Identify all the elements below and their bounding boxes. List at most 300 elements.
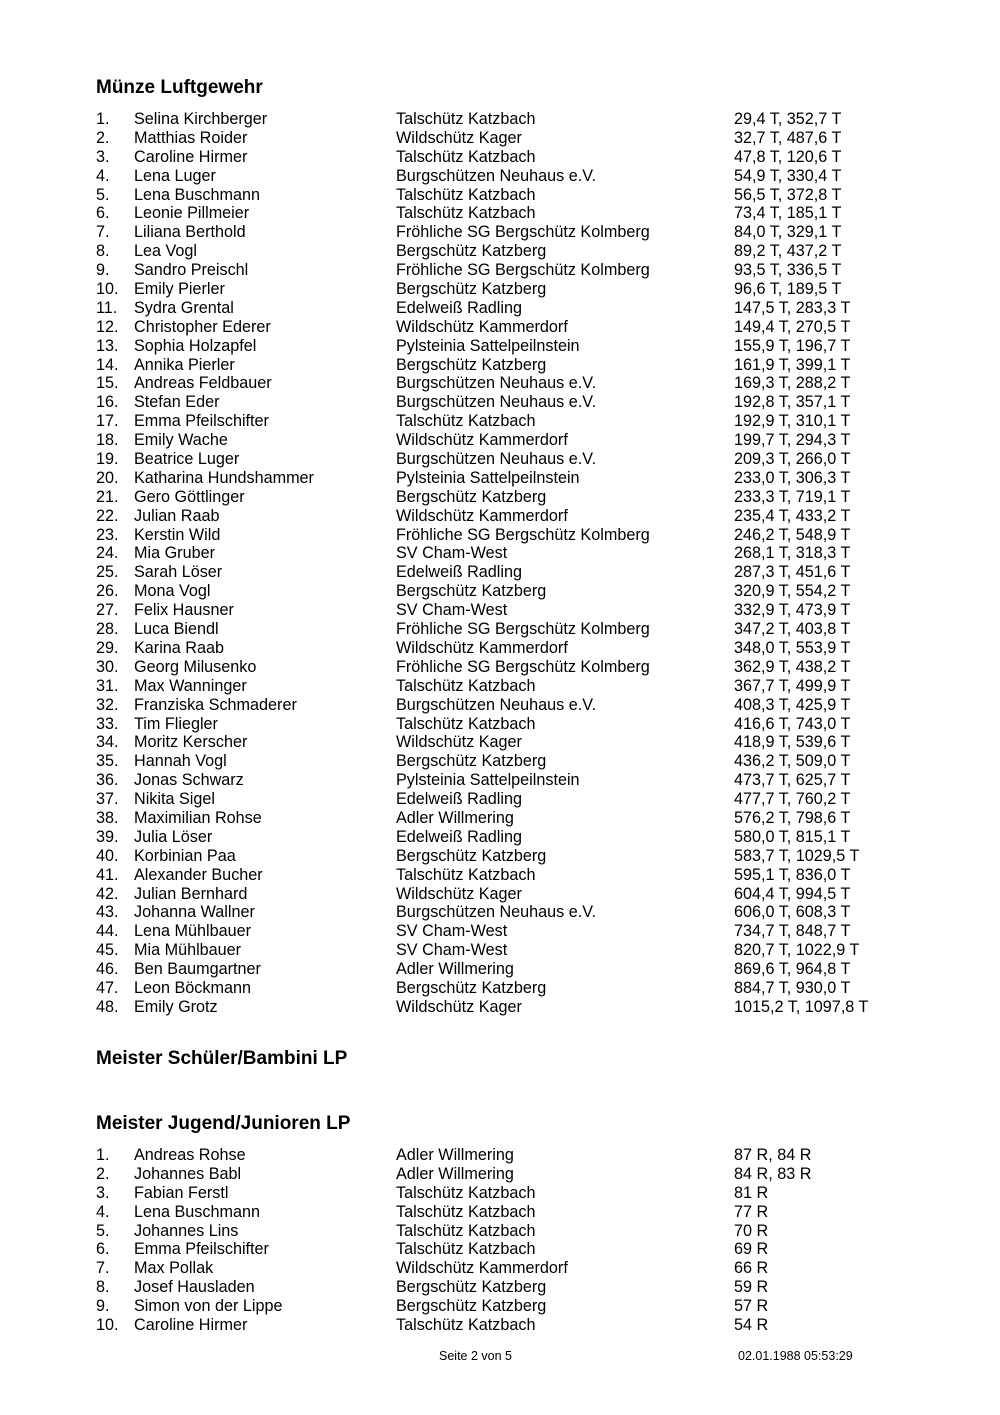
- rank-cell: 2.: [96, 1164, 110, 1183]
- table-row: [96, 148, 976, 167]
- club-cell: Pylsteinia Sattelpeilnstein: [396, 771, 580, 790]
- rank-cell: 18.: [96, 431, 119, 450]
- club-cell: Talschütz Katzbach: [396, 1183, 536, 1202]
- club-cell: Burgschützen Neuhaus e.V.: [396, 393, 597, 412]
- name-cell: Mia Mühlbauer: [134, 941, 242, 960]
- name-cell: Matthias Roider: [134, 128, 248, 147]
- rank-cell: 15.: [96, 374, 119, 393]
- score-cell: 233,0 T, 306,3 T: [734, 468, 851, 487]
- name-cell: Emma Pfeilschifter: [134, 1240, 269, 1259]
- table-row: [96, 639, 976, 658]
- section-meister-schueler-bambini-lp: [96, 1047, 976, 1081]
- rank-cell: 9.: [96, 1297, 110, 1316]
- score-cell: 348,0 T, 553,9 T: [734, 638, 851, 657]
- club-cell: Bergschütz Katzberg: [396, 280, 547, 299]
- rank-cell: 11.: [96, 298, 118, 317]
- rank-cell: 17.: [96, 412, 119, 431]
- name-cell: Gero Göttlinger: [134, 487, 245, 506]
- club-cell: Talschütz Katzbach: [396, 412, 536, 431]
- table-row: [96, 356, 976, 375]
- club-cell: Talschütz Katzbach: [396, 1221, 536, 1240]
- table-row: [96, 1222, 976, 1241]
- club-cell: Burgschützen Neuhaus e.V.: [396, 374, 597, 393]
- rank-cell: 35.: [96, 752, 119, 771]
- rank-cell: 45.: [96, 941, 119, 960]
- club-cell: Talschütz Katzbach: [396, 147, 536, 166]
- club-cell: Fröhliche SG Bergschütz Kolmberg: [396, 657, 650, 676]
- name-cell: Hannah Vogl: [134, 752, 227, 771]
- rank-cell: 40.: [96, 846, 119, 865]
- club-cell: Bergschütz Katzberg: [396, 1297, 547, 1316]
- club-cell: Wildschütz Kammerdorf: [396, 317, 568, 336]
- table-row: [96, 167, 976, 186]
- club-cell: Fröhliche SG Bergschütz Kolmberg: [396, 620, 650, 639]
- club-cell: Wildschütz Kammerdorf: [396, 506, 568, 525]
- table-row: [96, 1146, 976, 1165]
- club-cell: Talschütz Katzbach: [396, 676, 536, 695]
- club-cell: Pylsteinia Sattelpeilnstein: [396, 468, 580, 487]
- club-cell: Burgschützen Neuhaus e.V.: [396, 695, 597, 714]
- name-cell: Sandro Preischl: [134, 261, 249, 280]
- table-row: [96, 563, 976, 582]
- club-cell: Talschütz Katzbach: [396, 1240, 536, 1259]
- rank-cell: 48.: [96, 997, 119, 1016]
- score-cell: 54 R: [734, 1316, 769, 1335]
- table-row: [96, 488, 976, 507]
- table-row: [96, 544, 976, 563]
- club-cell: Bergschütz Katzberg: [396, 355, 547, 374]
- name-cell: Emily Pierler: [134, 280, 225, 299]
- score-cell: 362,9 T, 438,2 T: [734, 657, 851, 676]
- score-cell: 192,8 T, 357,1 T: [734, 393, 851, 412]
- results-list: [96, 1146, 976, 1335]
- table-row: [96, 1240, 976, 1259]
- name-cell: Lena Buschmann: [134, 185, 260, 204]
- score-cell: 473,7 T, 625,7 T: [734, 771, 851, 790]
- rank-cell: 42.: [96, 884, 119, 903]
- name-cell: Andreas Feldbauer: [134, 374, 272, 393]
- rank-cell: 43.: [96, 903, 119, 922]
- rank-cell: 4.: [96, 166, 110, 185]
- name-cell: Mona Vogl: [134, 582, 211, 601]
- name-cell: Johanna Wallner: [134, 903, 255, 922]
- rank-cell: 4.: [96, 1202, 110, 1221]
- score-cell: 332,9 T, 473,9 T: [734, 601, 851, 620]
- score-cell: 408,3 T, 425,9 T: [734, 695, 851, 714]
- table-row: [96, 715, 976, 734]
- club-cell: Wildschütz Kammerdorf: [396, 638, 568, 657]
- table-row: [96, 261, 976, 280]
- score-cell: 93,5 T, 336,5 T: [734, 261, 842, 280]
- club-cell: Talschütz Katzbach: [396, 204, 536, 223]
- name-cell: Caroline Hirmer: [134, 147, 248, 166]
- name-cell: Liliana Berthold: [134, 223, 246, 242]
- club-cell: Bergschütz Katzberg: [396, 752, 547, 771]
- rank-cell: 27.: [96, 601, 119, 620]
- table-row: [96, 582, 976, 601]
- name-cell: Karina Raab: [134, 638, 224, 657]
- club-cell: Pylsteinia Sattelpeilnstein: [396, 336, 580, 355]
- name-cell: Lena Buschmann: [134, 1202, 260, 1221]
- name-cell: Selina Kirchberger: [134, 110, 268, 128]
- score-cell: 57 R: [734, 1297, 769, 1316]
- club-cell: Wildschütz Kager: [396, 733, 522, 752]
- name-cell: Lea Vogl: [134, 242, 198, 261]
- rank-cell: 6.: [96, 1240, 110, 1259]
- rank-cell: 39.: [96, 827, 119, 846]
- score-cell: 576,2 T, 798,6 T: [734, 808, 851, 827]
- score-cell: 246,2 T, 548,9 T: [734, 525, 851, 544]
- club-cell: Wildschütz Kager: [396, 997, 522, 1016]
- score-cell: 89,2 T, 437,2 T: [734, 242, 842, 261]
- rank-cell: 36.: [96, 771, 119, 790]
- name-cell: Emily Wache: [134, 431, 228, 450]
- score-cell: 347,2 T, 403,8 T: [734, 620, 851, 639]
- name-cell: Kerstin Wild: [134, 525, 221, 544]
- rank-cell: 1.: [96, 1146, 110, 1164]
- rank-cell: 29.: [96, 638, 119, 657]
- name-cell: Luca Biendl: [134, 620, 219, 639]
- name-cell: Fabian Ferstl: [134, 1183, 229, 1202]
- score-cell: 54,9 T, 330,4 T: [734, 166, 842, 185]
- name-cell: Leonie Pillmeier: [134, 204, 250, 223]
- score-cell: 77 R: [734, 1202, 769, 1221]
- club-cell: Bergschütz Katzberg: [396, 487, 547, 506]
- name-cell: Andreas Rohse: [134, 1146, 246, 1164]
- rank-cell: 32.: [96, 695, 119, 714]
- club-cell: Talschütz Katzbach: [396, 1316, 536, 1335]
- rank-cell: 20.: [96, 468, 119, 487]
- score-cell: 1015,2 T, 1097,8 T: [734, 997, 869, 1016]
- name-cell: Georg Milusenko: [134, 657, 257, 676]
- score-cell: 96,6 T, 189,5 T: [734, 280, 842, 299]
- club-cell: Talschütz Katzbach: [396, 110, 536, 128]
- rank-cell: 10.: [96, 1316, 119, 1335]
- table-row: [96, 204, 976, 223]
- table-row: [96, 1278, 976, 1297]
- club-cell: Bergschütz Katzberg: [396, 1278, 547, 1297]
- table-row: [96, 866, 976, 885]
- section-title: Münze Luftgewehr: [96, 77, 263, 98]
- name-cell: Maximilian Rohse: [134, 808, 262, 827]
- club-cell: SV Cham-West: [396, 941, 508, 960]
- table-row: [96, 752, 976, 771]
- club-cell: Wildschütz Kager: [396, 884, 522, 903]
- club-cell: Fröhliche SG Bergschütz Kolmberg: [396, 525, 650, 544]
- score-cell: 268,1 T, 318,3 T: [734, 544, 851, 563]
- score-cell: 209,3 T, 266,0 T: [734, 450, 851, 469]
- rank-cell: 31.: [96, 676, 119, 695]
- name-cell: Emma Pfeilschifter: [134, 412, 269, 431]
- score-cell: 155,9 T, 196,7 T: [734, 336, 851, 355]
- club-cell: Wildschütz Kammerdorf: [396, 431, 568, 450]
- club-cell: SV Cham-West: [396, 544, 508, 563]
- table-row: [96, 129, 976, 148]
- score-cell: 59 R: [734, 1278, 769, 1297]
- name-cell: Lena Luger: [134, 166, 216, 185]
- score-cell: 820,7 T, 1022,9 T: [734, 941, 860, 960]
- print-timestamp: 02.01.1988 05:53:29: [738, 1349, 853, 1363]
- score-cell: 147,5 T, 283,3 T: [734, 298, 851, 317]
- score-cell: 56,5 T, 372,8 T: [734, 185, 842, 204]
- score-cell: 416,6 T, 743,0 T: [734, 714, 851, 733]
- score-cell: 595,1 T, 836,0 T: [734, 865, 851, 884]
- club-cell: Fröhliche SG Bergschütz Kolmberg: [396, 223, 650, 242]
- table-row: [96, 1297, 976, 1316]
- club-cell: Adler Willmering: [396, 1164, 514, 1183]
- score-cell: 199,7 T, 294,3 T: [734, 431, 851, 450]
- score-cell: 869,6 T, 964,8 T: [734, 960, 851, 979]
- name-cell: Franziska Schmaderer: [134, 695, 297, 714]
- score-cell: 192,9 T, 310,1 T: [734, 412, 851, 431]
- name-cell: Emily Grotz: [134, 997, 218, 1016]
- club-cell: Talschütz Katzbach: [396, 185, 536, 204]
- club-cell: Bergschütz Katzberg: [396, 846, 547, 865]
- name-cell: Julia Löser: [134, 827, 213, 846]
- table-row: [96, 526, 976, 545]
- name-cell: Jonas Schwarz: [134, 771, 244, 790]
- name-cell: Max Pollak: [134, 1259, 214, 1278]
- table-row: [96, 393, 976, 412]
- rank-cell: 8.: [96, 1278, 110, 1297]
- score-cell: 149,4 T, 270,5 T: [734, 317, 851, 336]
- rank-cell: 19.: [96, 450, 119, 469]
- table-row: [96, 998, 976, 1017]
- table-row: [96, 960, 976, 979]
- table-row: [96, 110, 976, 129]
- section-title: Meister Jugend/Junioren LP: [96, 1113, 351, 1134]
- rank-cell: 25.: [96, 563, 119, 582]
- club-cell: Talschütz Katzbach: [396, 1202, 536, 1221]
- name-cell: Sarah Löser: [134, 563, 223, 582]
- score-cell: 287,3 T, 451,6 T: [734, 563, 851, 582]
- name-cell: Josef Hausladen: [134, 1278, 255, 1297]
- club-cell: SV Cham-West: [396, 601, 508, 620]
- name-cell: Max Wanninger: [134, 676, 247, 695]
- club-cell: Wildschütz Kammerdorf: [396, 1259, 568, 1278]
- rank-cell: 5.: [96, 185, 110, 204]
- rank-cell: 5.: [96, 1221, 110, 1240]
- rank-cell: 6.: [96, 204, 110, 223]
- score-cell: 580,0 T, 815,1 T: [734, 827, 851, 846]
- table-row: [96, 677, 976, 696]
- table-row: [96, 337, 976, 356]
- score-cell: 734,7 T, 848,7 T: [734, 922, 851, 941]
- table-row: [96, 374, 976, 393]
- score-cell: 84 R, 83 R: [734, 1164, 812, 1183]
- table-row: [96, 771, 976, 790]
- rank-cell: 47.: [96, 978, 119, 997]
- name-cell: Lena Mühlbauer: [134, 922, 251, 941]
- results-list: [96, 110, 976, 1017]
- rank-cell: 7.: [96, 1259, 110, 1278]
- rank-cell: 23.: [96, 525, 119, 544]
- rank-cell: 22.: [96, 506, 119, 525]
- table-row: [96, 223, 976, 242]
- name-cell: Sydra Grental: [134, 298, 234, 317]
- rank-cell: 13.: [96, 336, 119, 355]
- club-cell: Bergschütz Katzberg: [396, 582, 547, 601]
- table-row: [96, 809, 976, 828]
- rank-cell: 24.: [96, 544, 119, 563]
- rank-cell: 3.: [96, 1183, 110, 1202]
- club-cell: Wildschütz Kager: [396, 128, 522, 147]
- score-cell: 73,4 T, 185,1 T: [734, 204, 842, 223]
- name-cell: Stefan Eder: [134, 393, 220, 412]
- score-cell: 69 R: [734, 1240, 769, 1259]
- rank-cell: 14.: [96, 355, 119, 374]
- rank-cell: 2.: [96, 128, 110, 147]
- table-row: [96, 1203, 976, 1222]
- table-row: [96, 280, 976, 299]
- score-cell: 87 R, 84 R: [734, 1146, 812, 1164]
- name-cell: Moritz Kerscher: [134, 733, 248, 752]
- name-cell: Katharina Hundshammer: [134, 468, 314, 487]
- club-cell: Edelweiß Radling: [396, 790, 522, 809]
- name-cell: Ben Baumgartner: [134, 960, 261, 979]
- table-row: [96, 790, 976, 809]
- score-cell: 81 R: [734, 1183, 769, 1202]
- club-cell: Adler Willmering: [396, 1146, 514, 1164]
- score-cell: 32,7 T, 487,6 T: [734, 128, 842, 147]
- table-row: [96, 242, 976, 261]
- club-cell: Edelweiß Radling: [396, 298, 522, 317]
- table-row: [96, 1165, 976, 1184]
- table-row: [96, 1184, 976, 1203]
- rank-cell: 37.: [96, 790, 119, 809]
- table-row: [96, 186, 976, 205]
- score-cell: 583,7 T, 1029,5 T: [734, 846, 860, 865]
- name-cell: Beatrice Luger: [134, 450, 240, 469]
- name-cell: Alexander Bucher: [134, 865, 263, 884]
- table-row: [96, 1259, 976, 1278]
- rank-cell: 44.: [96, 922, 119, 941]
- score-cell: 606,0 T, 608,3 T: [734, 903, 851, 922]
- rank-cell: 34.: [96, 733, 119, 752]
- table-row: [96, 922, 976, 941]
- rank-cell: 16.: [96, 393, 119, 412]
- table-row: [96, 412, 976, 431]
- table-row: [96, 299, 976, 318]
- club-cell: Edelweiß Radling: [396, 563, 522, 582]
- table-row: [96, 733, 976, 752]
- table-row: [96, 941, 976, 960]
- table-row: [96, 847, 976, 866]
- rank-cell: 33.: [96, 714, 119, 733]
- table-row: [96, 1316, 976, 1335]
- score-cell: 233,3 T, 719,1 T: [734, 487, 851, 506]
- club-cell: Talschütz Katzbach: [396, 714, 536, 733]
- club-cell: Burgschützen Neuhaus e.V.: [396, 166, 597, 185]
- name-cell: Sophia Holzapfel: [134, 336, 257, 355]
- club-cell: Talschütz Katzbach: [396, 865, 536, 884]
- table-row: [96, 696, 976, 715]
- score-cell: 47,8 T, 120,6 T: [734, 147, 842, 166]
- section-muenze-luftgewehr: [96, 76, 976, 1017]
- rank-cell: 7.: [96, 223, 110, 242]
- rank-cell: 8.: [96, 242, 110, 261]
- table-row: [96, 828, 976, 847]
- table-row: [96, 658, 976, 677]
- score-cell: 70 R: [734, 1221, 769, 1240]
- club-cell: Bergschütz Katzberg: [396, 978, 547, 997]
- score-cell: 84,0 T, 329,1 T: [734, 223, 842, 242]
- rank-cell: 28.: [96, 620, 119, 639]
- name-cell: Johannes Babl: [134, 1164, 242, 1183]
- score-cell: 477,7 T, 760,2 T: [734, 790, 851, 809]
- club-cell: Edelweiß Radling: [396, 827, 522, 846]
- page-number: Seite 2 von 5: [439, 1349, 512, 1363]
- club-cell: SV Cham-West: [396, 922, 508, 941]
- rank-cell: 3.: [96, 147, 110, 166]
- section-meister-jugend-junioren-lp: [96, 1112, 976, 1335]
- score-cell: 884,7 T, 930,0 T: [734, 978, 851, 997]
- score-cell: 418,9 T, 539,6 T: [734, 733, 851, 752]
- score-cell: 320,9 T, 554,2 T: [734, 582, 851, 601]
- rank-cell: 30.: [96, 657, 119, 676]
- rank-cell: 12.: [96, 317, 119, 336]
- rank-cell: 10.: [96, 280, 119, 299]
- club-cell: Burgschützen Neuhaus e.V.: [396, 903, 597, 922]
- club-cell: Adler Willmering: [396, 960, 514, 979]
- table-row: [96, 601, 976, 620]
- name-cell: Mia Gruber: [134, 544, 215, 563]
- rank-cell: 9.: [96, 261, 110, 280]
- rank-cell: 41.: [96, 865, 119, 884]
- club-cell: Fröhliche SG Bergschütz Kolmberg: [396, 261, 650, 280]
- table-row: [96, 469, 976, 488]
- table-row: [96, 979, 976, 998]
- score-cell: 436,2 T, 509,0 T: [734, 752, 851, 771]
- name-cell: Julian Bernhard: [134, 884, 248, 903]
- name-cell: Christopher Ederer: [134, 317, 271, 336]
- club-cell: Adler Willmering: [396, 808, 514, 827]
- table-row: [96, 318, 976, 337]
- table-row: [96, 885, 976, 904]
- table-row: [96, 450, 976, 469]
- name-cell: Annika Pierler: [134, 355, 235, 374]
- rank-cell: 46.: [96, 960, 119, 979]
- table-row: [96, 507, 976, 526]
- rank-cell: 26.: [96, 582, 119, 601]
- name-cell: Korbinian Paa: [134, 846, 236, 865]
- score-cell: 161,9 T, 399,1 T: [734, 355, 851, 374]
- score-cell: 66 R: [734, 1259, 769, 1278]
- name-cell: Nikita Sigel: [134, 790, 215, 809]
- score-cell: 29,4 T, 352,7 T: [734, 110, 842, 128]
- table-row: [96, 620, 976, 639]
- name-cell: Julian Raab: [134, 506, 220, 525]
- name-cell: Caroline Hirmer: [134, 1316, 248, 1335]
- rank-cell: 1.: [96, 110, 110, 128]
- club-cell: Bergschütz Katzberg: [396, 242, 547, 261]
- score-cell: 235,4 T, 433,2 T: [734, 506, 851, 525]
- score-cell: 169,3 T, 288,2 T: [734, 374, 851, 393]
- name-cell: Simon von der Lippe: [134, 1297, 283, 1316]
- rank-cell: 38.: [96, 808, 119, 827]
- name-cell: Johannes Lins: [134, 1221, 239, 1240]
- name-cell: Leon Böckmann: [134, 978, 251, 997]
- rank-cell: 21.: [96, 487, 119, 506]
- section-title: Meister Schüler/Bambini LP: [96, 1048, 348, 1069]
- score-cell: 604,4 T, 994,5 T: [734, 884, 851, 903]
- score-cell: 367,7 T, 499,9 T: [734, 676, 851, 695]
- table-row: [96, 903, 976, 922]
- club-cell: Burgschützen Neuhaus e.V.: [396, 450, 597, 469]
- table-row: [96, 431, 976, 450]
- name-cell: Felix Hausner: [134, 601, 234, 620]
- name-cell: Tim Fliegler: [134, 714, 218, 733]
